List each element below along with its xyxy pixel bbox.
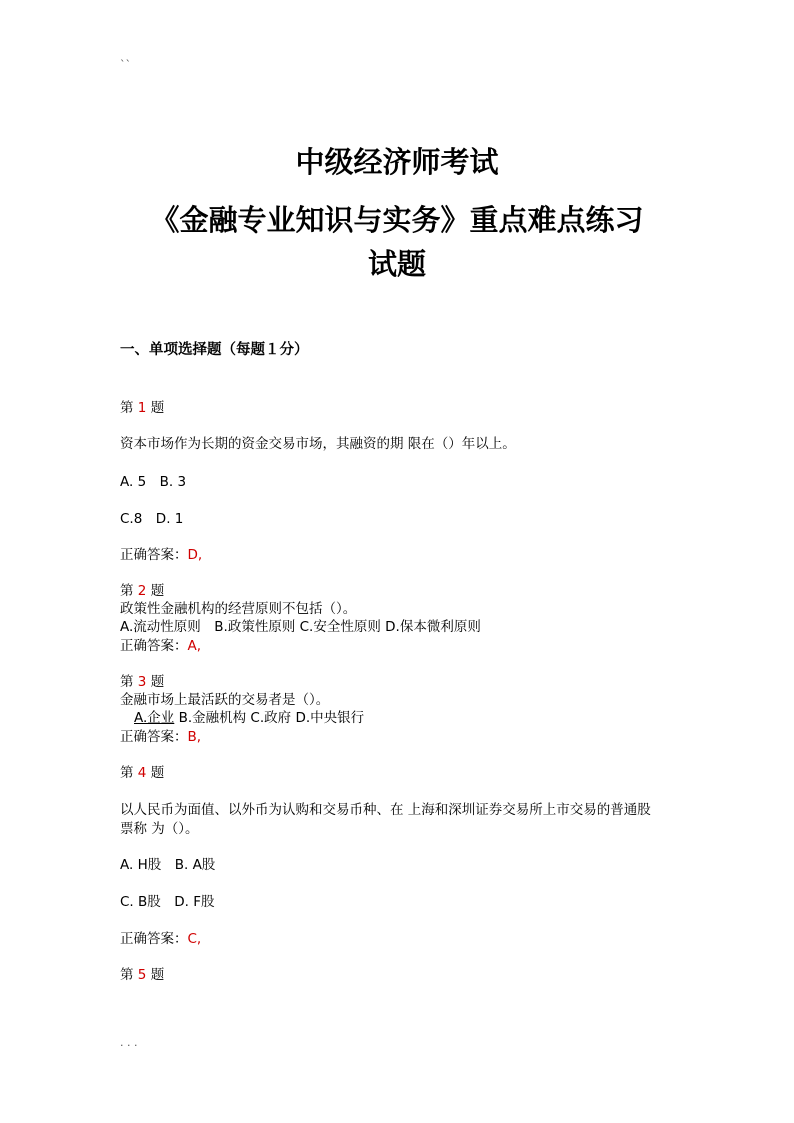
question-suffix: 题 [150, 583, 165, 599]
question-number: 2 [137, 583, 147, 599]
page-title-line3: 试题 [367, 247, 426, 281]
answer-value: A, [187, 638, 202, 654]
question-3-options [134, 706, 364, 726]
answer-label: 正确答案： [120, 638, 188, 654]
header-mark: `` [120, 58, 131, 71]
question-prefix: 第 [120, 674, 134, 690]
page-title-line1: 中级经济师考试 [295, 145, 499, 179]
question-1-answer [120, 543, 202, 563]
question-prefix: 第 [120, 765, 134, 781]
question-2-options: A.流动性原则 B.政策性原则 C.安全性原则 D.保本微利原则 [120, 619, 481, 635]
question-suffix: 题 [150, 967, 165, 983]
answer-value: B, [187, 729, 202, 745]
question-5-heading [120, 963, 164, 983]
question-prefix: 第 [120, 400, 134, 416]
question-number: 5 [137, 967, 147, 983]
section-heading: 一、单项选择题（每题１分） [120, 342, 309, 358]
question-suffix: 题 [150, 765, 165, 781]
question-prefix: 第 [120, 583, 134, 599]
question-4-heading [120, 761, 164, 781]
question-3-answer [120, 725, 201, 745]
question-1-options-ab: A. 5 B. 3 [120, 474, 187, 490]
question-2-heading [120, 579, 164, 599]
answer-value: D, [187, 547, 203, 563]
answer-label: 正确答案： [120, 931, 188, 947]
question-3-option-a: A.企业 [134, 710, 175, 726]
question-3-heading [120, 670, 164, 690]
question-1-stem: 资本市场作为长期的资金交易市场，其融资的期 限在（）年以上。 [120, 436, 516, 452]
question-2-stem: 政策性金融机构的经营原则不包括（）。 [120, 601, 357, 617]
question-4-stem-line1: 以人民币为面值、以外币为认购和交易币种、在 上海和深圳证券交易所上市交易的普通股 [120, 802, 651, 818]
question-4-stem-line2: 票称 为（）。 [120, 821, 199, 837]
answer-value: C, [187, 931, 202, 947]
answer-label: 正确答案： [120, 729, 188, 745]
question-1-heading [120, 396, 164, 416]
question-prefix: 第 [120, 967, 134, 983]
footer-mark: . . . [120, 1036, 138, 1049]
question-number: 1 [137, 400, 147, 416]
page-title-line2: 《金融专业知识与实务》重点难点练习 [150, 203, 644, 237]
question-4-options-cd: C. B股 D. F股 [120, 894, 215, 910]
question-suffix: 题 [150, 400, 165, 416]
question-number: 3 [137, 674, 147, 690]
question-1-options-cd: C.8 D. 1 [120, 511, 184, 527]
question-4-options-ab: A. H股 B. A股 [120, 857, 216, 873]
question-3-stem: 金融市场上最活跃的交易者是（）。 [120, 692, 330, 708]
question-4-answer [120, 927, 201, 947]
question-3-option-rest: B.金融机构 C.政府 D.中央银行 [174, 710, 365, 726]
answer-label: 正确答案： [120, 547, 188, 563]
question-suffix: 题 [150, 674, 165, 690]
question-number: 4 [137, 765, 147, 781]
question-2-answer [120, 634, 201, 654]
